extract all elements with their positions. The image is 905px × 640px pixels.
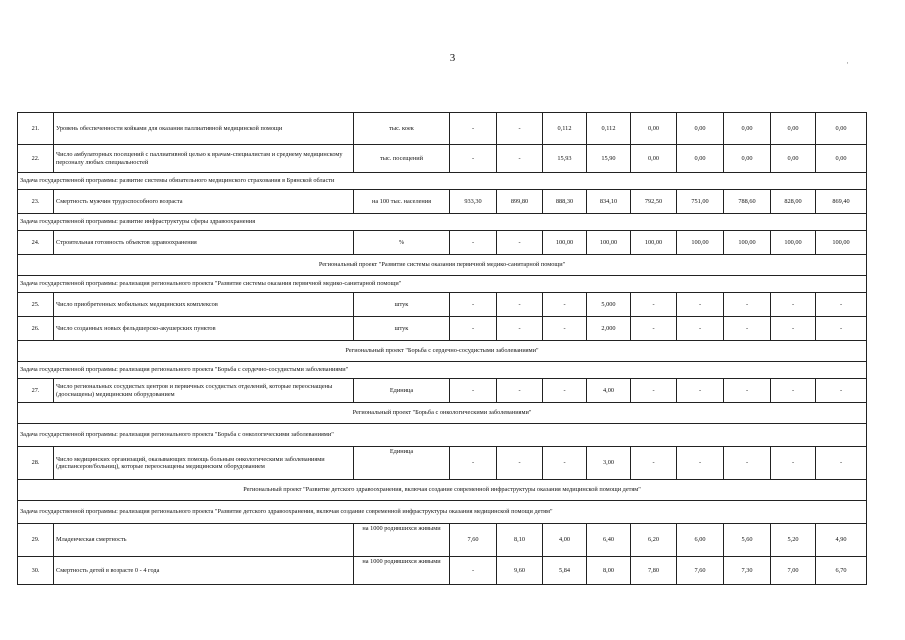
value-cell: 100,00: [816, 231, 867, 255]
value-cell: -: [771, 293, 816, 317]
unit-of-measure: Единица: [354, 447, 450, 480]
value-cell: 9,60: [497, 557, 543, 585]
task-row: [18, 214, 867, 231]
row-number: 27.: [18, 379, 54, 403]
row-number: 28.: [18, 447, 54, 480]
table-row: [18, 379, 867, 403]
indicator-name: Число медицинских организаций, оказывающих помощь больным онкологическими заболеваниями (диспансеров/больниц), которые переоснащены медицинским оборудованием: [54, 447, 354, 480]
value-cell: 7,60: [677, 557, 724, 585]
table-row: [18, 557, 867, 585]
value-cell: -: [450, 447, 497, 480]
value-cell: 5,60: [724, 524, 771, 557]
value-cell: 8,00: [587, 557, 631, 585]
value-cell: 5,20: [771, 524, 816, 557]
value-cell: -: [497, 113, 543, 145]
project-heading: Региональный проект "Развитие системы оказания первичной медико-санитарной помощи": [18, 255, 867, 276]
value-cell: -: [771, 317, 816, 341]
value-cell: 6,00: [677, 524, 724, 557]
indicator-name: Число приобретенных мобильных медицинских комплексов: [54, 293, 354, 317]
table-row: [18, 447, 867, 480]
project-heading: Региональный проект "Борьба с сердечно-сосудистыми заболеваниями": [18, 341, 867, 362]
value-cell: 888,30: [543, 190, 587, 214]
value-cell: -: [450, 113, 497, 145]
value-cell: -: [816, 293, 867, 317]
table-row: [18, 231, 867, 255]
page-number: 3: [449, 52, 456, 64]
value-cell: -: [631, 447, 677, 480]
indicators-table: [17, 112, 867, 585]
task-row: [18, 276, 867, 293]
indicator-name: Число амбулаторных посещений с паллиативной целью к врачам-специалистам и среднему медицинскому персоналу любых специальностей: [54, 145, 354, 173]
indicator-name: Число созданных новых фельдшерско-акушерских пунктов: [54, 317, 354, 341]
task-row: [18, 424, 867, 447]
indicator-name: Смертность мужчин трудоспособного возраста: [54, 190, 354, 214]
value-cell: 2,000: [587, 317, 631, 341]
value-cell: 0,112: [543, 113, 587, 145]
value-cell: -: [724, 379, 771, 403]
unit-of-measure: штук: [354, 293, 450, 317]
value-cell: -: [497, 231, 543, 255]
indicator-name: Число региональных сосудистых центров и первичных сосудистых отделений, которые переоснащены (дооснащены) медицинским оборудованием: [54, 379, 354, 403]
value-cell: -: [816, 447, 867, 480]
value-cell: 5,000: [587, 293, 631, 317]
value-cell: -: [450, 231, 497, 255]
value-cell: 0,00: [816, 145, 867, 173]
corner-mark: ·: [846, 58, 849, 68]
value-cell: 0,00: [771, 113, 816, 145]
value-cell: 4,00: [587, 379, 631, 403]
value-cell: 8,10: [497, 524, 543, 557]
task-heading: Задача государственной программы: реализация регионального проекта "Развитие системы оказания первичной медико-санитарной помощи": [18, 276, 867, 293]
project-row: [18, 341, 867, 362]
project-row: [18, 403, 867, 424]
value-cell: -: [631, 293, 677, 317]
value-cell: 0,00: [677, 113, 724, 145]
value-cell: 15,93: [543, 145, 587, 173]
row-number: 23.: [18, 190, 54, 214]
task-heading: Задача государственной программы: реализация регионального проекта "Борьба с онкологическими заболеваниями": [18, 424, 867, 447]
value-cell: 0,00: [631, 145, 677, 173]
unit-of-measure: тыс. коек: [354, 113, 450, 145]
value-cell: 0,00: [724, 113, 771, 145]
indicator-name: Смертность детей в возрасте 0 - 4 года: [54, 557, 354, 585]
value-cell: 100,00: [587, 231, 631, 255]
task-heading: Задача государственной программы: развитие инфраструктуры сферы здравоохранения: [18, 214, 867, 231]
value-cell: -: [677, 447, 724, 480]
value-cell: 6,20: [631, 524, 677, 557]
value-cell: -: [450, 145, 497, 173]
table-row: [18, 190, 867, 214]
unit-of-measure: Единица: [354, 379, 450, 403]
value-cell: -: [543, 447, 587, 480]
value-cell: -: [450, 293, 497, 317]
value-cell: 100,00: [543, 231, 587, 255]
value-cell: 100,00: [724, 231, 771, 255]
unit-of-measure: штук: [354, 317, 450, 341]
project-heading: Региональный проект "Развитие детского здравоохранения, включая создание современной инфраструктуры оказания медицинской помощи детям": [18, 480, 867, 501]
row-number: 26.: [18, 317, 54, 341]
value-cell: -: [724, 293, 771, 317]
project-row: [18, 480, 867, 501]
value-cell: 6,70: [816, 557, 867, 585]
project-row: [18, 255, 867, 276]
value-cell: 899,80: [497, 190, 543, 214]
table-row: [18, 293, 867, 317]
value-cell: 751,00: [677, 190, 724, 214]
value-cell: -: [816, 379, 867, 403]
table-row: [18, 113, 867, 145]
value-cell: 0,00: [771, 145, 816, 173]
task-heading: Задача государственной программы: реализация регионального проекта "Борьба с сердечно-сосудистыми заболеваниями": [18, 362, 867, 379]
value-cell: -: [771, 379, 816, 403]
value-cell: 834,10: [587, 190, 631, 214]
task-row: [18, 173, 867, 190]
value-cell: 3,00: [587, 447, 631, 480]
value-cell: 4,00: [543, 524, 587, 557]
value-cell: -: [631, 317, 677, 341]
row-number: 21.: [18, 113, 54, 145]
value-cell: 828,00: [771, 190, 816, 214]
value-cell: -: [816, 317, 867, 341]
indicator-name: Младенческая смертность: [54, 524, 354, 557]
value-cell: 100,00: [771, 231, 816, 255]
value-cell: 0,112: [587, 113, 631, 145]
value-cell: 788,60: [724, 190, 771, 214]
row-number: 29.: [18, 524, 54, 557]
value-cell: -: [497, 145, 543, 173]
value-cell: 933,30: [450, 190, 497, 214]
value-cell: 15,90: [587, 145, 631, 173]
value-cell: -: [677, 317, 724, 341]
value-cell: 0,00: [816, 113, 867, 145]
value-cell: -: [497, 293, 543, 317]
value-cell: 5,84: [543, 557, 587, 585]
table-row: [18, 317, 867, 341]
value-cell: 7,60: [450, 524, 497, 557]
value-cell: 7,00: [771, 557, 816, 585]
value-cell: -: [497, 379, 543, 403]
value-cell: 100,00: [631, 231, 677, 255]
unit-of-measure: тыс. посещений: [354, 145, 450, 173]
row-number: 24.: [18, 231, 54, 255]
value-cell: -: [724, 447, 771, 480]
row-number: 30.: [18, 557, 54, 585]
unit-of-measure: на 1000 родившихся живыми: [354, 524, 450, 557]
unit-of-measure: на 100 тыс. населения: [354, 190, 450, 214]
value-cell: -: [724, 317, 771, 341]
value-cell: 6,40: [587, 524, 631, 557]
row-number: 22.: [18, 145, 54, 173]
value-cell: 7,30: [724, 557, 771, 585]
value-cell: -: [543, 293, 587, 317]
value-cell: -: [771, 447, 816, 480]
value-cell: 100,00: [677, 231, 724, 255]
value-cell: -: [543, 379, 587, 403]
table-row: [18, 524, 867, 557]
task-row: [18, 362, 867, 379]
value-cell: -: [450, 317, 497, 341]
value-cell: -: [497, 447, 543, 480]
value-cell: -: [677, 293, 724, 317]
value-cell: 869,40: [816, 190, 867, 214]
value-cell: -: [450, 557, 497, 585]
table-row: [18, 145, 867, 173]
indicator-name: Строительная готовность объектов здравоохранения: [54, 231, 354, 255]
value-cell: -: [631, 379, 677, 403]
task-heading: Задача государственной программы: развитие системы обязательного медицинского страхования в Брянской области: [18, 173, 867, 190]
value-cell: 0,00: [631, 113, 677, 145]
project-heading: Региональный проект "Борьба с онкологическими заболеваниями": [18, 403, 867, 424]
task-row: [18, 501, 867, 524]
value-cell: -: [450, 379, 497, 403]
value-cell: -: [543, 317, 587, 341]
indicator-name: Уровень обеспеченности койками для оказания паллиативной медицинской помощи: [54, 113, 354, 145]
value-cell: 792,50: [631, 190, 677, 214]
value-cell: 7,80: [631, 557, 677, 585]
row-number: 25.: [18, 293, 54, 317]
value-cell: 0,00: [724, 145, 771, 173]
value-cell: 4,90: [816, 524, 867, 557]
value-cell: 0,00: [677, 145, 724, 173]
unit-of-measure: на 1000 родившихся живыми: [354, 557, 450, 585]
task-heading: Задача государственной программы: реализация регионального проекта "Развитие детского здравоохранения, включая создание современной инфраструктуры оказания медицинской помощи детям": [18, 501, 867, 524]
unit-of-measure: %: [354, 231, 450, 255]
value-cell: -: [497, 317, 543, 341]
value-cell: -: [677, 379, 724, 403]
